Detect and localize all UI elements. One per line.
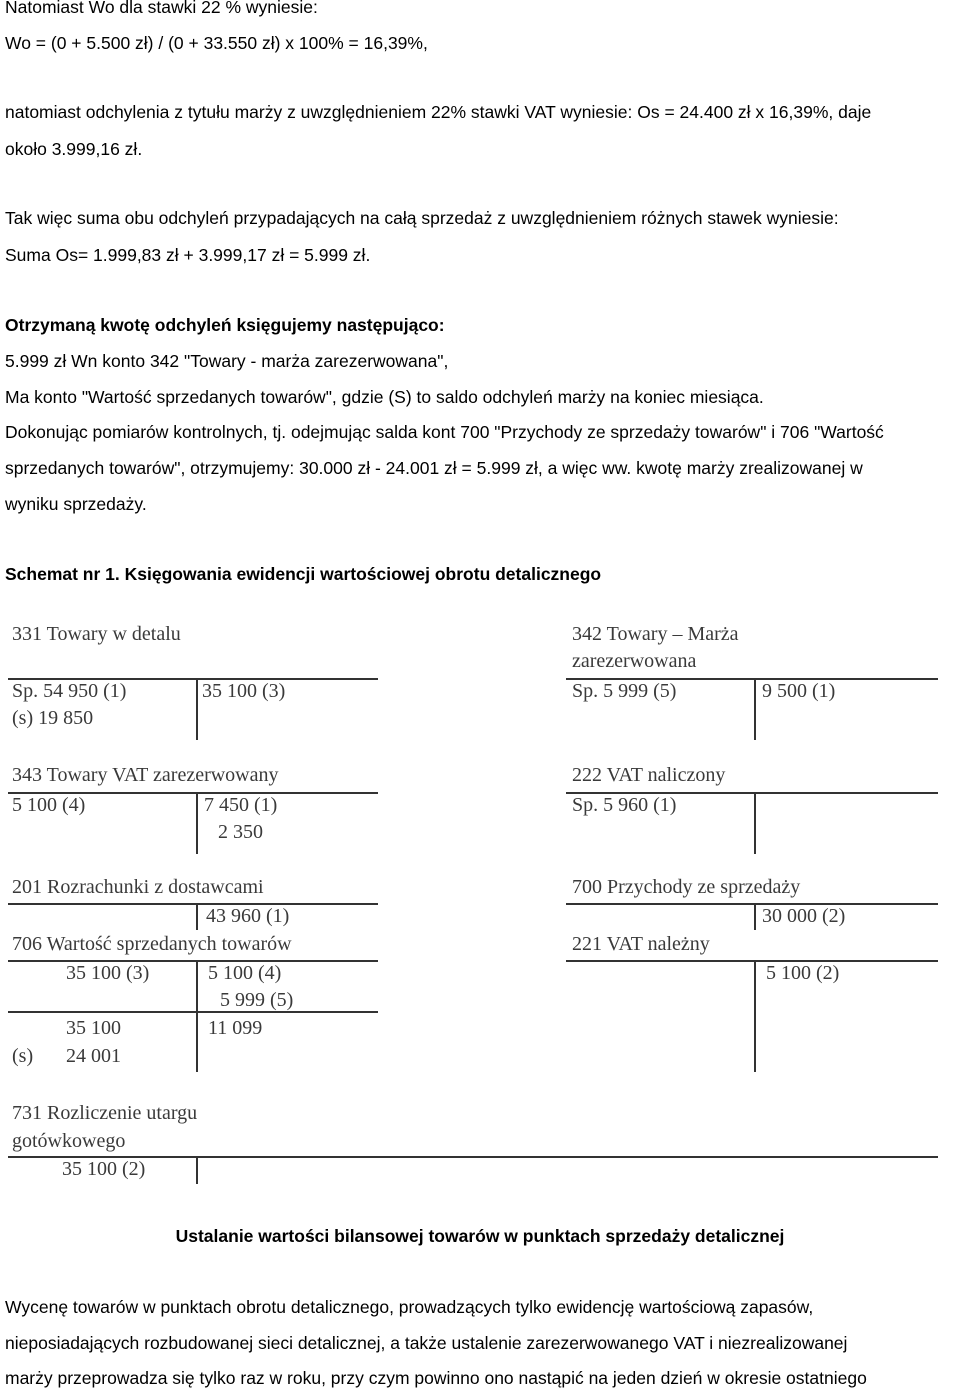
credit-entry: 5 100 (4) [208, 962, 282, 984]
account-title: 201 Rozrachunki z dostawcami [12, 876, 264, 898]
credit-entry: 35 100 (3) [202, 680, 286, 702]
t-account-divider [196, 678, 198, 740]
account-title: 221 VAT należny [572, 933, 710, 955]
debit-entry: Sp. 5 999 (5) [572, 680, 677, 702]
debit-entry: Sp. 54 950 (1) [12, 680, 127, 702]
debit-total: 35 100 [66, 1017, 121, 1039]
t-account-divider [196, 792, 198, 854]
account-title: 706 Wartość sprzedanych towarów [12, 933, 292, 955]
t-account-top-line [8, 1156, 938, 1158]
account-title: 343 Towary VAT zarezerwowany [12, 764, 279, 786]
account-title: 342 Towary – Marża [572, 623, 739, 645]
credit-entry: 43 960 (1) [206, 905, 290, 927]
t-account-top-line [566, 960, 938, 962]
debit-balance: 24 001 [66, 1045, 121, 1067]
account-title: 331 Towary w detalu [12, 623, 181, 645]
t-account-subtotal-line [8, 1011, 378, 1013]
debit-entry: 5 100 (4) [12, 794, 86, 816]
account-title: 700 Przychody ze sprzedaży [572, 876, 801, 898]
section-heading: Ustalanie wartości bilansowej towarów w punktach sprzedaży detalicznej [175, 1226, 785, 1246]
schema-heading: Schemat nr 1. Księgowania ewidencji wartościowej obrotu detalicznego [5, 564, 602, 584]
credit-entry: 5 100 (2) [766, 962, 840, 984]
t-account-divider [196, 903, 198, 930]
debit-entry: 35 100 (3) [66, 962, 150, 984]
text-line: Ma konto "Wartość sprzedanych towarów", gdzie (S) to saldo odchyleń marży na koniec miesiąca. [5, 387, 764, 407]
t-account-divider [196, 1156, 198, 1184]
text-line: Natomiast Wo dla stawki 22 % wyniesie: [5, 0, 318, 17]
text-line: około 3.999,16 zł. [5, 139, 143, 159]
text-line: marży przeprowadza się tylko raz w roku, przy czym powinno ono nastąpić na jeden dzień w okresie ostatniego [5, 1368, 867, 1388]
t-account-top-line [8, 903, 378, 905]
account-title-continued: zarezerwowana [572, 650, 697, 672]
text-line: wyniku sprzedaży. [5, 494, 147, 514]
balance-marker: (s) [12, 1045, 34, 1067]
text-line: nieposiadających rozbudowanej sieci detalicznej, a także ustalenie zarezerwowanego VAT i niezrealizowanej [5, 1333, 848, 1353]
t-account-top-line [8, 960, 378, 962]
t-account-top-line [566, 903, 938, 905]
t-account-divider [754, 678, 756, 740]
debit-entry: Sp. 5 960 (1) [572, 794, 677, 816]
text-line: Suma Os= 1.999,83 zł + 3.999,17 zł = 5.999 zł. [5, 245, 371, 265]
text-line: 5.999 zł Wn konto 342 "Towary - marża zarezerwowana", [5, 351, 449, 371]
text-line: sprzedanych towarów", otrzymujemy: 30.000 zł - 24.001 zł = 5.999 zł, a więc ww. kwotę marży zrealizowanej w [5, 458, 863, 478]
text-line: natomiast odchylenia z tytułu marży z uwzględnieniem 22% stawki VAT wyniesie: Os = 24.400 zł x 16,39%, daje [5, 102, 872, 122]
text-line: Wo = (0 + 5.500 zł) / (0 + 33.550 zł) x 100% = 16,39%, [5, 33, 428, 53]
credit-entry: 9 500 (1) [762, 680, 836, 702]
credit-entry: 30 000 (2) [762, 905, 846, 927]
credit-entry: 2 350 [218, 821, 263, 843]
text-line: Tak więc suma obu odchyleń przypadających na całą sprzedaż z uwzględnieniem różnych stawek wyniesie: [5, 208, 839, 228]
t-account-divider [196, 960, 198, 1072]
debit-entry: (s) 19 850 [12, 707, 94, 729]
t-account-divider [754, 903, 756, 930]
credit-entry: 7 450 (1) [204, 794, 278, 816]
text-line: Wycenę towarów w punktach obrotu detalicznego, prowadzących tylko ewidencję wartościową zapasów, [5, 1297, 814, 1317]
t-account-divider [754, 792, 756, 854]
account-title-continued: gotówkowego [12, 1130, 126, 1152]
account-title: 222 VAT naliczony [572, 764, 726, 786]
debit-entry: 35 100 (2) [62, 1158, 146, 1180]
credit-total: 11 099 [208, 1017, 263, 1039]
section-heading: Otrzymaną kwotę odchyleń księgujemy następująco: [5, 315, 445, 335]
credit-entry: 5 999 (5) [220, 989, 294, 1011]
t-account-divider [754, 960, 756, 1072]
account-title: 731 Rozliczenie utargu [12, 1102, 198, 1124]
text-line: Dokonując pomiarów kontrolnych, tj. odejmując salda kont 700 "Przychody ze sprzedaży towarów" i 706 "Wartość [5, 422, 884, 442]
